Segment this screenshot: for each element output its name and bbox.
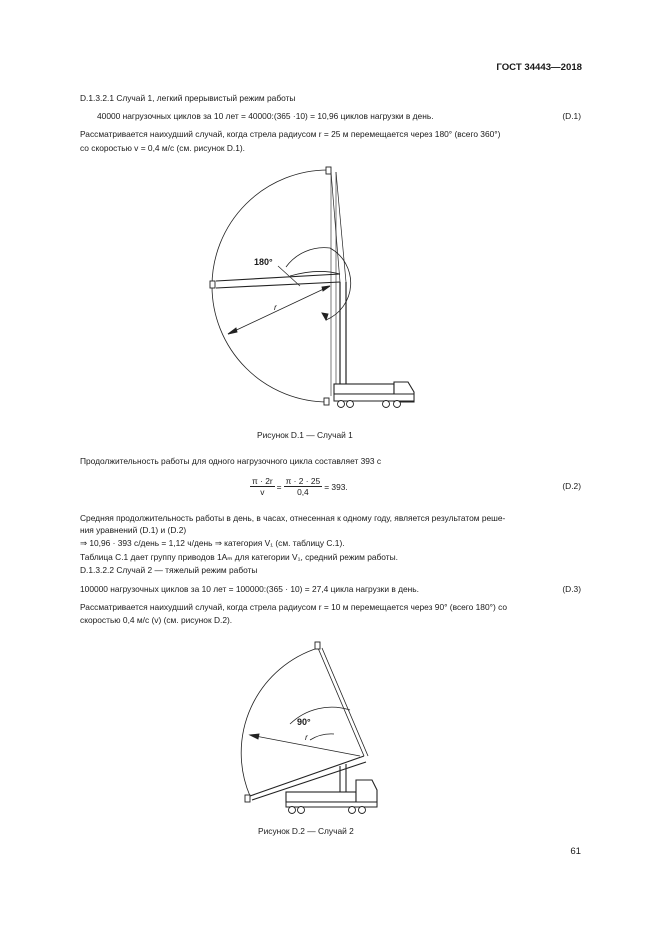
figure-d2-radius-label: r [305,732,308,742]
formula-d2-equals: = [276,481,282,492]
boom-horizontal-bottom [216,282,340,288]
paragraph-case2-line2: скоростью 0,4 м/с (v) (см. рисунок D.2). [80,615,233,625]
figure-d1-radius-label: r [274,302,277,312]
paragraph-duration: Продолжительность работы для одного нагрузочного цикла составляет 393 с [80,456,382,466]
fraction-1-numerator: π · 2r [252,476,273,486]
document-header: ГОСТ 34443—2018 [496,62,582,73]
paragraph-average-line2: ния уравнений (D.1) и (D.2) [80,525,187,535]
fraction-2-denominator: 0,4 [297,487,309,497]
fraction-2 [284,476,323,497]
swing-arc [212,170,328,402]
formula-d3: 100000 нагрузочных циклов за 10 лет = 100000:(365 · 10) = 27,4 цикла нагрузки в день. [80,584,419,594]
section-heading-case2: D.1.3.2.2 Случай 2 — тяжелый режим работы [80,565,258,575]
section-heading-case1: D.1.3.2.1 Случай 1, легкий прерывистый режим работы [80,93,296,103]
paragraph-case1-line2: со скоростью v = 0,4 м/с (см. рисунок D.1). [80,143,246,153]
equation-label-d2: (D.2) [562,481,581,491]
equation-label-d1: (D.1) [562,111,581,121]
paragraph-case1-line1: Рассматривается наихудший случай, когда стрела радиусом r = 25 м перемещается через 180° (всего 360°) [80,129,501,139]
fraction-1-denominator: v [260,487,265,497]
table-reference-line: Таблица С.1 дает группу приводов 1Aₘ для категории V₁, средний режим работы. [80,552,398,562]
equation-label-d3: (D.3) [562,584,581,594]
figure-d2-angle-label: 90° [297,717,311,727]
fraction-1 [250,476,275,497]
figure-d2-caption: Рисунок D.2 — Случай 2 [258,826,354,836]
paragraph-case2-line1: Рассматривается наихудший случай, когда стрела радиусом r = 10 м перемещается через 90° (всего 180°) со [80,602,508,612]
formula-d1: 40000 нагрузочных циклов за 10 лет = 40000:(365 ·10) = 10,96 циклов нагрузки в день. [97,111,434,121]
figure-d1-angle-label: 180° [254,257,273,267]
page-number: 61 [570,846,581,857]
formula-d2 [248,476,348,497]
result-category-line: ⇒ 10,96 · 393 с/день = 1,12 ч/день ⇒ категория V₁ (см. таблицу С.1). [80,538,345,548]
formula-d2-result: = 393. [324,481,348,492]
radius-line [228,286,330,334]
boom-horizontal-top [216,274,340,281]
figure-d1-caption: Рисунок D.1 — Случай 1 [257,430,353,440]
paragraph-average-line1: Средняя продолжительность работы в день, в часах, отнесенная к одному году, является результатом реше- [80,513,506,523]
fraction-2-numerator: π · 2 · 25 [285,476,321,486]
